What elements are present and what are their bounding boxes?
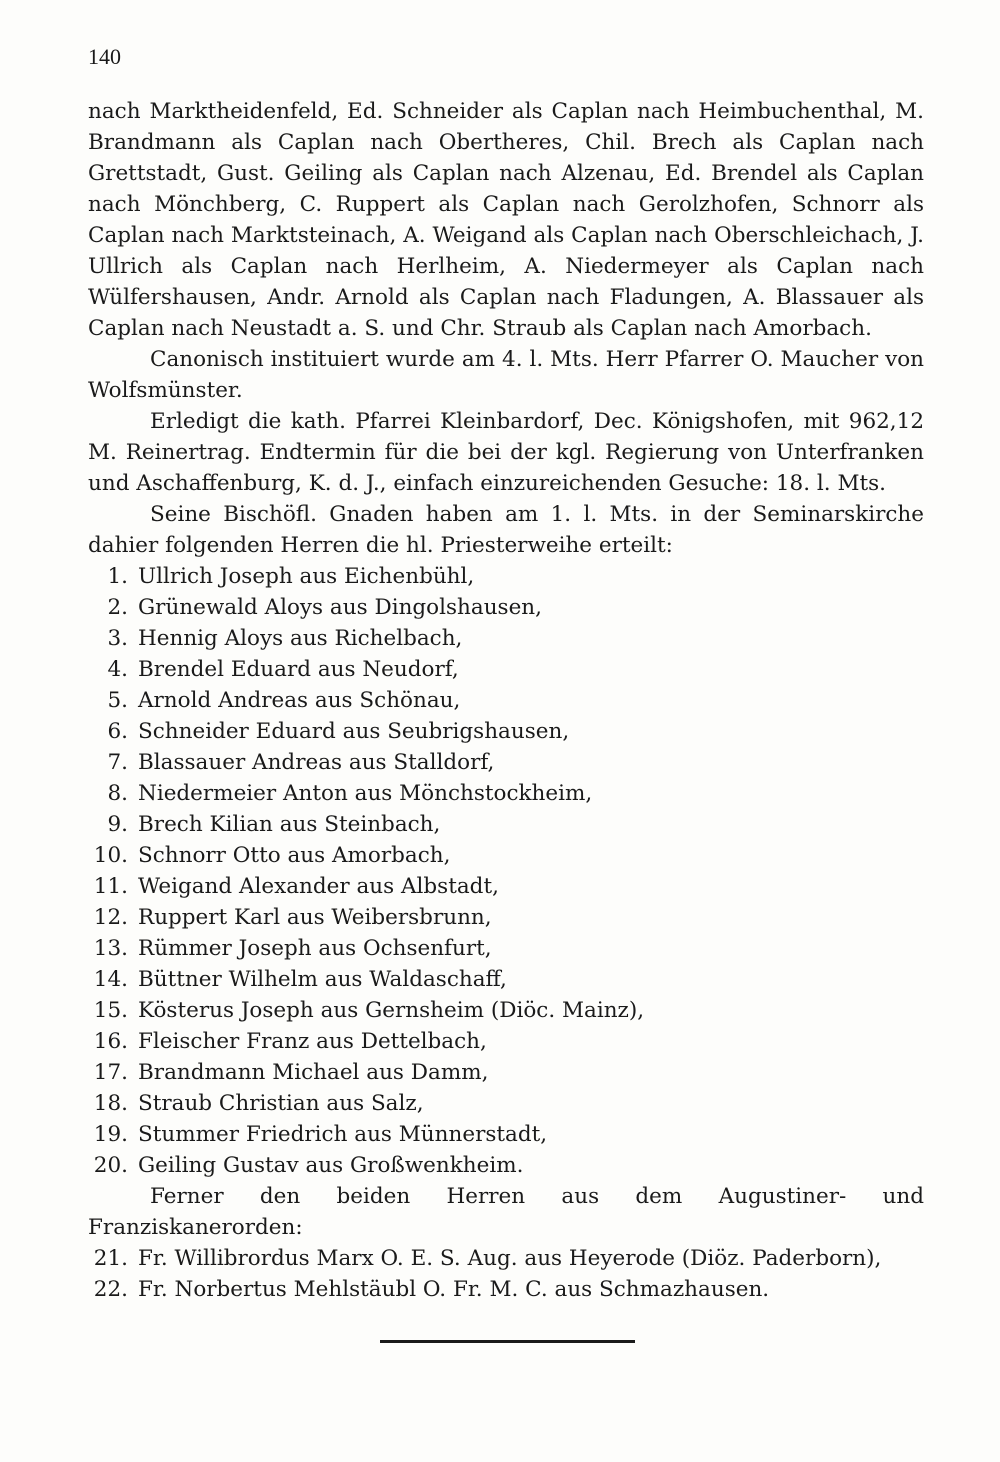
list-item-text: Fleischer Franz aus Dettelbach, <box>138 1029 487 1054</box>
list-item-number: 4. <box>107 657 128 682</box>
list-item <box>88 871 924 902</box>
list-item-number: 18. <box>93 1091 128 1116</box>
list-item <box>88 995 924 1026</box>
list-item-text: Blassauer Andreas aus Stalldorf, <box>138 750 495 775</box>
vacancy-paragraph: Erledigt die kath. Pfarrei Kleinbardorf, Dec. Königshofen, mit 962,12 M. Reinertrag. Endtermin für die bei der kgl. Regierung von Unterfranken und Aschaffenburg, K. d. J., einfach einzureichenden Gesuche: 18. l. Mts. <box>88 409 924 496</box>
list-item-number: 16. <box>93 1029 128 1054</box>
list-item <box>88 902 924 933</box>
list-item <box>88 964 924 995</box>
list-item-number: 1. <box>107 564 128 589</box>
list-item-text: Hennig Aloys aus Richelbach, <box>138 626 463 651</box>
list-item-text: Fr. Norbertus Mehlstäubl O. Fr. M. C. aus Schmazhausen. <box>138 1277 770 1302</box>
list-item <box>88 1243 924 1274</box>
list-item <box>88 1057 924 1088</box>
page-number: 140 <box>88 44 121 69</box>
body-text <box>88 96 924 1305</box>
list-item <box>88 778 924 809</box>
list-item-number: 10. <box>93 843 128 868</box>
list-item-text: Arnold Andreas aus Schönau, <box>138 688 461 713</box>
list-item-text: Grünewald Aloys aus Dingolshausen, <box>138 595 542 620</box>
list-item-number: 6. <box>107 719 128 744</box>
list-item-text: Brandmann Michael aus Damm, <box>138 1060 489 1085</box>
list-item-text: Straub Christian aus Salz, <box>138 1091 424 1116</box>
list-item-number: 3. <box>107 626 128 651</box>
list-item <box>88 561 924 592</box>
list-item-text: Ullrich Joseph aus Eichenbühl, <box>138 564 475 589</box>
list-item-number: 14. <box>93 967 128 992</box>
list-item-number: 22. <box>93 1277 128 1302</box>
list-item-number: 13. <box>93 936 128 961</box>
list-item <box>88 654 924 685</box>
canonical-institution-paragraph: Canonisch instituiert wurde am 4. l. Mts. Herr Pfarrer O. Maucher von Wolfsmünster. <box>88 347 924 403</box>
list-item <box>88 685 924 716</box>
list-item-text: Brendel Eduard aus Neudorf, <box>138 657 459 682</box>
list-item <box>88 747 924 778</box>
list-item-text: Stummer Friedrich aus Münnerstadt, <box>138 1122 548 1147</box>
list-item-text: Schnorr Otto aus Amorbach, <box>138 843 451 868</box>
list-item-number: 12. <box>93 905 128 930</box>
list-item-text: Ruppert Karl aus Weibersbrunn, <box>138 905 492 930</box>
list-item <box>88 1150 924 1181</box>
list-item <box>88 933 924 964</box>
ordination-intro-paragraph: Seine Bischöfl. Gnaden haben am 1. l. Mts. in der Seminarskirche dahier folgenden Herren die hl. Priesterweihe erteilt: <box>88 502 924 558</box>
list-item-number: 15. <box>93 998 128 1023</box>
list-item-number: 2. <box>107 595 128 620</box>
list-item-text: Büttner Wilhelm aus Waldaschaff, <box>138 967 507 992</box>
list-item <box>88 1026 924 1057</box>
list-item-text: Weigand Alexander aus Albstadt, <box>138 874 499 899</box>
list-item-number: 7. <box>107 750 128 775</box>
list-item-text: Geiling Gustav aus Großwenkheim. <box>138 1153 524 1178</box>
list-item-number: 5. <box>107 688 128 713</box>
list-item-number: 21. <box>93 1246 128 1271</box>
list-item-text: Rümmer Joseph aus Ochsenfurt, <box>138 936 492 961</box>
ordinand-list <box>88 561 924 1181</box>
list-item <box>88 716 924 747</box>
list-item <box>88 1088 924 1119</box>
list-item-number: 8. <box>107 781 128 806</box>
closing-rule <box>380 1340 635 1343</box>
list-item-number: 19. <box>93 1122 128 1147</box>
religious-ordinand-list <box>88 1243 924 1305</box>
list-item-number: 11. <box>93 874 128 899</box>
list-item <box>88 1274 924 1305</box>
list-item-text: Schneider Eduard aus Seubrigshausen, <box>138 719 570 744</box>
list-item-number: 9. <box>107 812 128 837</box>
list-item-text: Brech Kilian aus Steinbach, <box>138 812 441 837</box>
list-item <box>88 592 924 623</box>
list-item <box>88 1119 924 1150</box>
list-item-text: Kösterus Joseph aus Gernsheim (Diöc. Mainz), <box>138 998 645 1023</box>
list-item <box>88 840 924 871</box>
list-item-number: 20. <box>93 1153 128 1178</box>
list-item-text: Fr. Willibrordus Marx O. E. S. Aug. aus Heyerode (Diöz. Paderborn), <box>138 1246 882 1271</box>
appointments-paragraph: nach Marktheidenfeld, Ed. Schneider als Caplan nach Heimbuchenthal, M. Brandmann als Caplan nach Obertheres, Chil. Brech als Caplan nach Grettstadt, Gust. Geiling als Caplan nach Alzenau, Ed. Brendel als Caplan nach Mönchberg, C. Ruppert als Caplan nach Gerolzhofen, Schnorr als Caplan nach Marktsteinach, A. Weigand als Caplan nach Oberschleichach, J. Ullrich als Caplan nach Herlheim, A. Niedermeyer als Caplan nach Wülfershausen, Andr. Arnold als Caplan nach Fladungen, A. Blassauer als Caplan nach Neustadt a. S. und Chr. Straub als Caplan nach Amorbach. <box>88 99 924 341</box>
list-item <box>88 623 924 654</box>
list-item <box>88 809 924 840</box>
list-item-text: Niedermeier Anton aus Mönchstockheim, <box>138 781 593 806</box>
religious-orders-intro-paragraph: Ferner den beiden Herren aus dem Augustiner- und Franziskanerorden: <box>88 1184 924 1240</box>
list-item-number: 17. <box>93 1060 128 1085</box>
